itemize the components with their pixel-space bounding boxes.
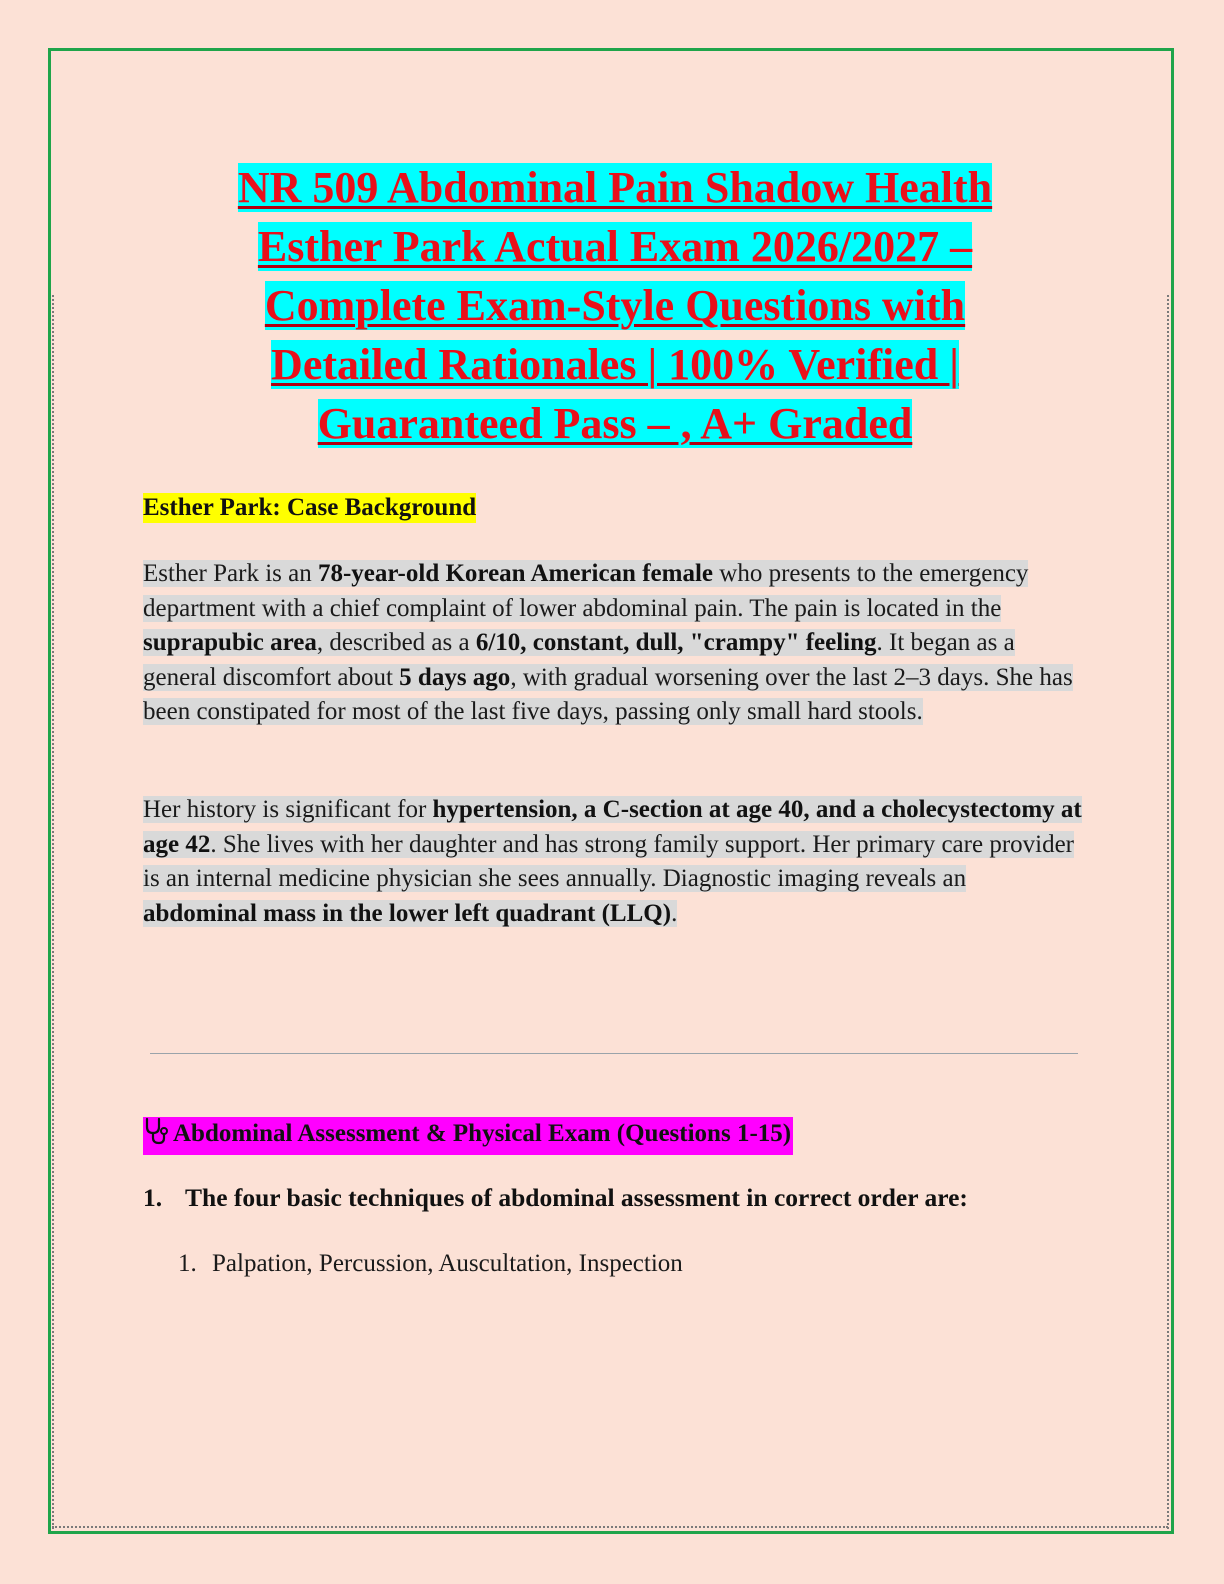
title-line-5: Guaranteed Pass – , A+ Graded: [317, 399, 913, 448]
case-paragraph-2-text: [143, 796, 1082, 927]
bold-run: suprapubic area: [143, 629, 317, 656]
bold-run: 78-year-old Korean American female: [317, 560, 714, 587]
stethoscope-icon: [143, 1117, 173, 1155]
bold-run: 5 days ago: [399, 663, 511, 691]
title-line-2: Esther Park Actual Exam 2026/2027 –: [257, 222, 973, 271]
text-run: Esther Park is an: [143, 560, 318, 587]
question-number: 1.: [143, 1183, 163, 1212]
page-dotted-border-bottom: [52, 1526, 1168, 1528]
title-line-3: Complete Exam-Style Questions with: [264, 281, 966, 330]
document-title: [150, 158, 1080, 453]
case-background-heading: Esther Park: Case Background: [143, 494, 477, 521]
text-run: who presents to the emergency department with a chief complaint of lower abdominal pain. The pain is located in the: [143, 560, 1029, 622]
abdominal-assessment-heading-text: Abdominal Assessment & Physical Exam (Questions 1-15): [173, 1120, 792, 1147]
question-1-option-1: [178, 1248, 683, 1280]
bold-run: abdominal mass in the lower left quadrant (LLQ): [143, 899, 672, 927]
section-divider: [150, 1053, 1078, 1054]
text-run: , with gradual worsening over the last 2–3 days. She has been constipated for most of the last five days, passing only small hard stools.: [143, 663, 1073, 725]
case-paragraph-2: [143, 793, 1083, 931]
text-run: . It began as a general discomfort about: [143, 629, 1015, 691]
title-line-4: Detailed Rationales | 100% Verified |: [271, 340, 959, 389]
bold-run: hypertension, a C-section at age 40, and a cholecystectomy at age 42: [143, 796, 1082, 858]
title-line-1: NR 509 Abdominal Pain Shadow Health: [237, 163, 993, 212]
bold-run: 6/10, constant, dull, "crampy" feeling: [475, 629, 877, 656]
text-run: . She lives with her daughter and has strong family support. Her primary care provider is an internal medicine physician she sees annually. Diagnostic imaging reveals an: [143, 830, 1075, 892]
case-paragraph-1: [143, 557, 1083, 730]
text-run: , described as a: [316, 629, 476, 656]
option-number: 1.: [178, 1250, 197, 1277]
text-run: Her history is significant for: [143, 796, 433, 823]
option-text: Palpation, Percussion, Auscultation, Inspection: [212, 1250, 683, 1277]
question-text: The four basic techniques of abdominal assessment in correct order are:: [185, 1183, 968, 1212]
text-run: .: [671, 899, 678, 927]
question-1: [143, 1182, 968, 1214]
case-paragraph-1-text: [143, 560, 1073, 725]
abdominal-assessment-heading: [143, 1117, 793, 1155]
page-dotted-border-right: [1167, 295, 1169, 1529]
page-dotted-border-left: [52, 295, 54, 1529]
